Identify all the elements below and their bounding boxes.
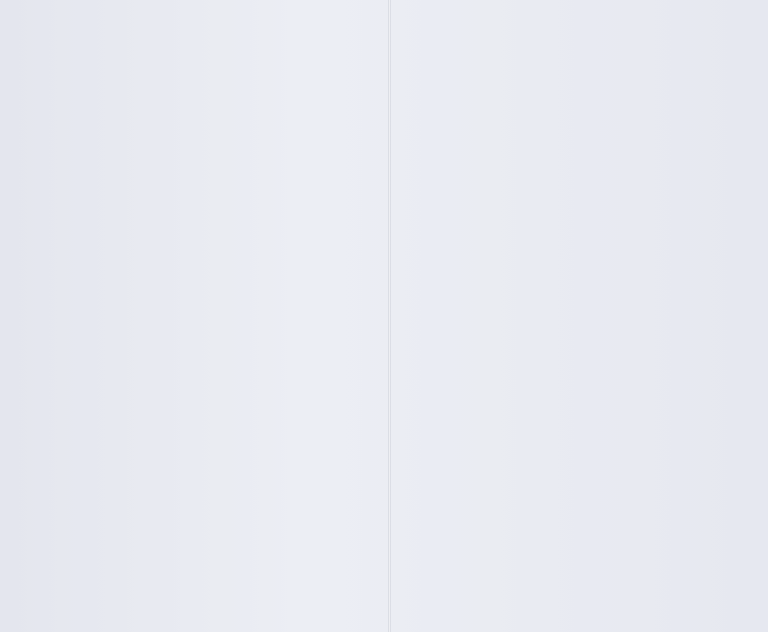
page-fold <box>388 0 391 632</box>
